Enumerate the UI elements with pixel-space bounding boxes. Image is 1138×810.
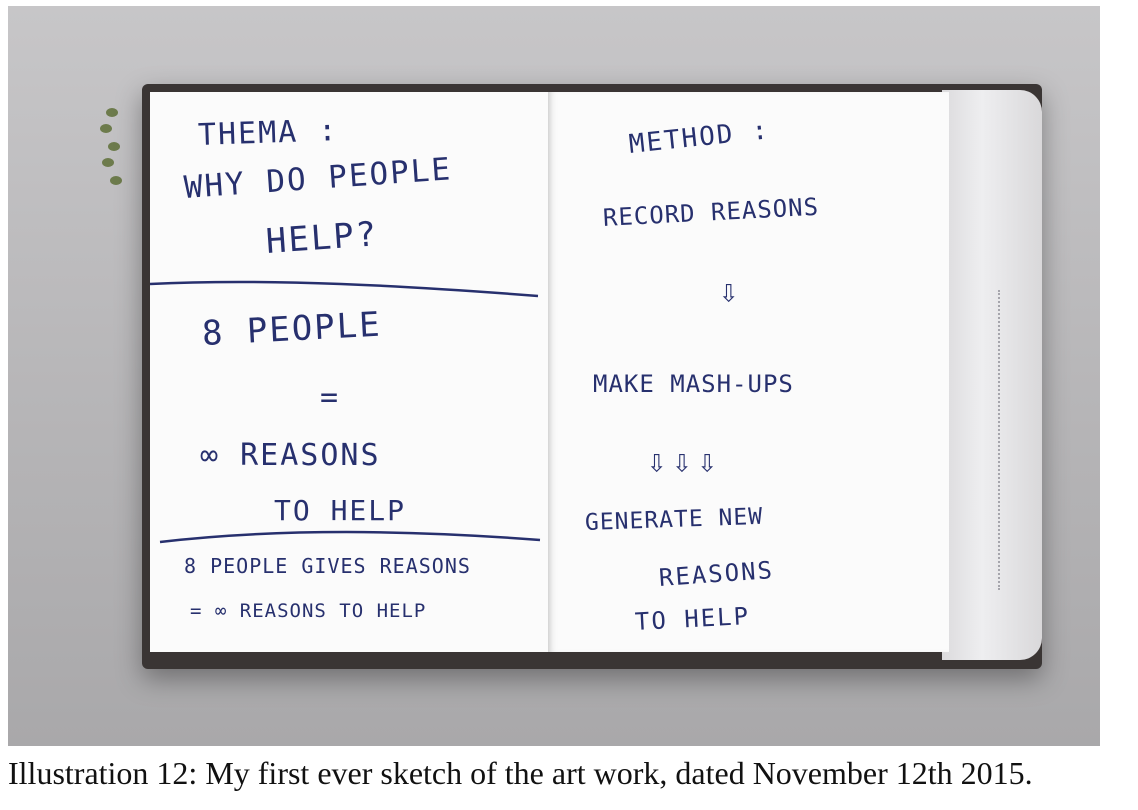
dried-leaf-decoration <box>100 124 112 133</box>
figure-caption: Illustration 12: My first ever sketch of the art work, dated November 12th 2015. <box>8 755 1033 791</box>
right-page <box>549 92 949 652</box>
dried-leaf-decoration <box>102 158 114 167</box>
cover-label <box>998 290 1012 590</box>
theme-question-end: HELP? <box>264 214 380 262</box>
infinite-reasons: ∞ REASONS <box>200 438 381 473</box>
record-reasons-step: RECORD REASONS <box>602 192 820 232</box>
sketch-photo <box>8 6 1100 746</box>
dried-leaf-decoration <box>106 108 118 117</box>
new-reasons-step: REASONS <box>658 556 775 592</box>
method-heading: METHOD : <box>627 115 772 160</box>
notebook <box>142 84 1042 669</box>
theme-question: WHY DO PEOPLE <box>182 151 454 206</box>
equals-sign: = <box>320 380 341 415</box>
summary-line-2: = ∞ REASONS TO HELP <box>190 600 427 622</box>
left-divider-lines <box>150 92 548 652</box>
dried-leaf-decoration <box>108 142 120 151</box>
dried-leaf-decoration <box>110 176 122 185</box>
notebook-back-cover <box>942 90 1042 660</box>
generate-step: GENERATE NEW <box>584 503 764 536</box>
theme-heading: THEMA : <box>197 113 339 153</box>
left-page <box>150 92 549 652</box>
to-help-right: TO HELP <box>634 601 751 636</box>
arrows-down-icon: ⇩⇩⇩ <box>647 442 723 480</box>
to-help-left: TO HELP <box>274 494 407 527</box>
people-count: 8 PEOPLE <box>200 304 383 354</box>
mash-ups-step: MAKE MASH-UPS <box>593 370 794 398</box>
arrow-down-icon: ⇩ <box>719 272 741 310</box>
summary-line-1: 8 PEOPLE GIVES REASONS <box>184 554 471 578</box>
